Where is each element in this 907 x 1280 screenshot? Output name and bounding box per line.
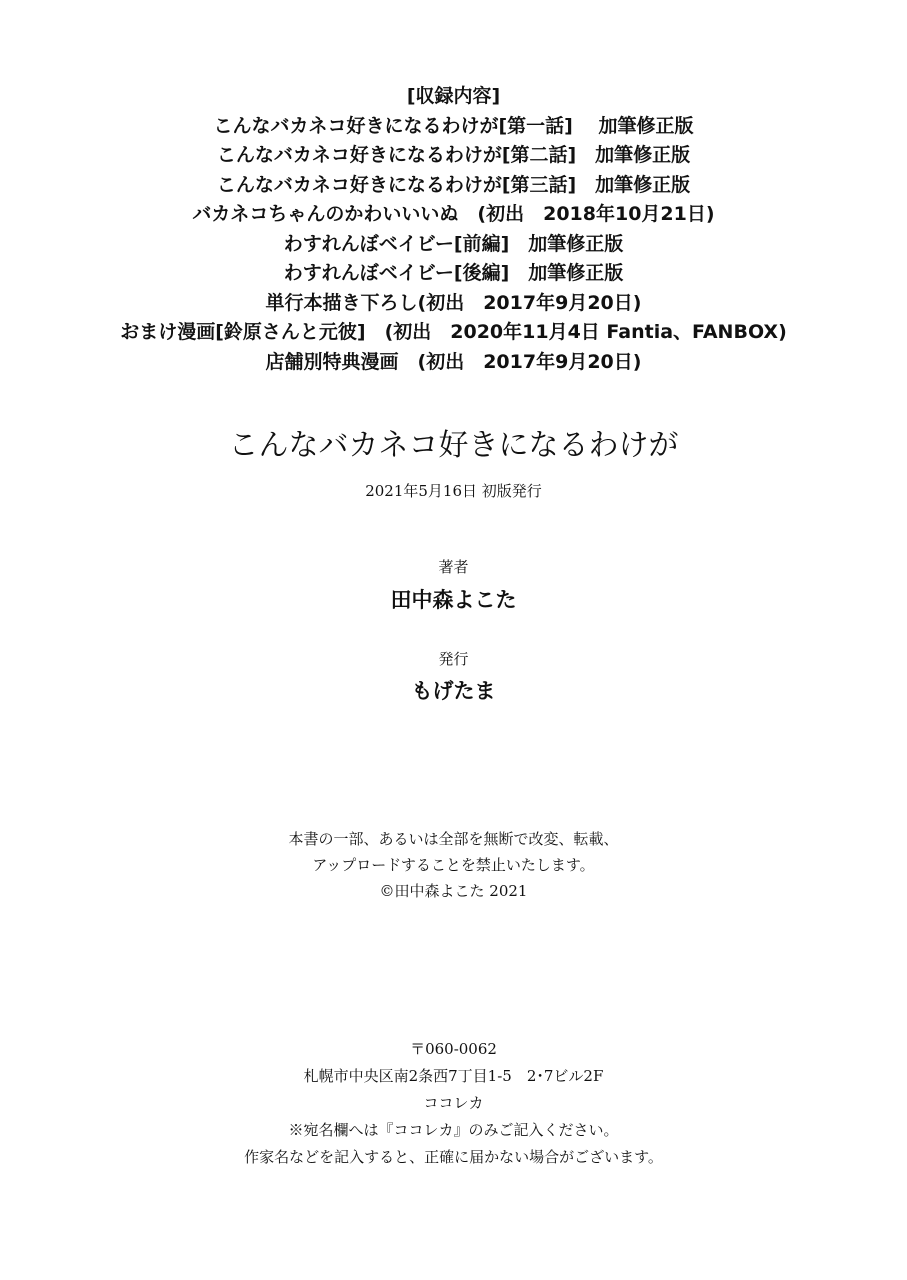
- contents-item: こんなバカネコ好きになるわけが[第一話] 加筆修正版: [213, 114, 694, 137]
- contents-heading: [収録内容]: [406, 85, 501, 107]
- postal-code: 〒060-0062: [410, 1040, 497, 1058]
- author-name: 田中森よこた: [390, 588, 517, 612]
- contents-item: こんなバカネコ好きになるわけが[第三話] 加筆修正版: [216, 173, 691, 196]
- notice-line: アップロードすることを禁止いたします。: [312, 856, 595, 874]
- recipient-name: ココレカ: [423, 1094, 484, 1112]
- author-label: 著者: [438, 558, 469, 576]
- contents-item: わすれんぼベイビー[前編] 加筆修正版: [283, 232, 624, 255]
- address-note: ※宛名欄へは『ココレカ』のみご記入ください。: [288, 1121, 619, 1139]
- publisher-name: もげたま: [411, 679, 496, 703]
- contents-item: こんなバカネコ好きになるわけが[第二話] 加筆修正版: [216, 144, 691, 166]
- mailing-address: [0, 1036, 907, 1171]
- address-note: 作家名などを記入すると、正確に届かない場合がございます。: [244, 1148, 663, 1166]
- contents-item: わすれんぼベイビー[後編] 加筆修正版: [283, 262, 624, 284]
- street-address: 札幌市中央区南2条西7丁目1-5 2･7ビル2F: [303, 1067, 604, 1085]
- notice-line: 本書の一部、あるいは全部を無断で改変、転載、: [288, 830, 619, 848]
- publication-date: 2021年5月16日 初版発行: [365, 482, 542, 500]
- contents-item: 店舗別特典漫画 (初出 2017年9月20日): [265, 350, 642, 373]
- copyright-notice: [0, 826, 907, 904]
- contents-item: おまけ漫画[鈴原さんと元彼] (初出 2020年11月4日 Fantia、FANBOX): [120, 321, 787, 343]
- contents-item: 単行本描き下ろし(初出 2017年9月20日): [265, 291, 642, 314]
- copyright-line: ©田中森よこた 2021: [379, 882, 528, 900]
- contents-list: [0, 82, 907, 377]
- contents-item: バカネコちゃんのかわいいいぬ (初出 2018年10月21日): [192, 203, 715, 225]
- book-title: こんなバカネコ好きになるわけが: [228, 428, 679, 463]
- publisher-label: 発行: [438, 650, 469, 668]
